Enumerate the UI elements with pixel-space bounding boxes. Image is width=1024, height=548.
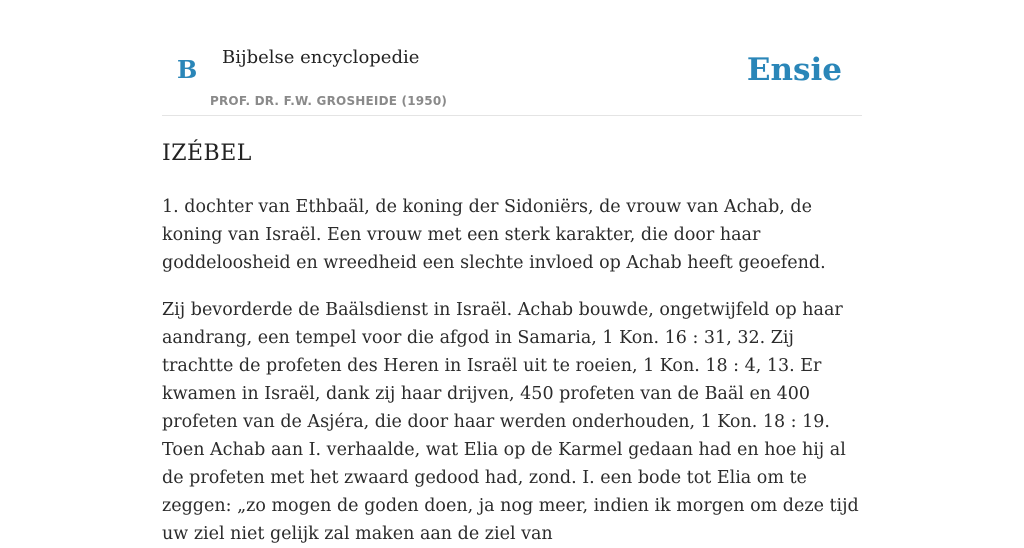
site-header [162,0,862,116]
book-logo[interactable]: B [177,55,198,84]
article [162,138,862,548]
article-paragraph: 1. dochter van Ethbaäl, de koning der Sidoniërs, de vrouw van Achab, de koning van Israël. Een vrouw met een sterk karakter, die door haar goddeloosheid en wreedheid een slechte invloed op Achab heeft geoefend. [162,197,826,273]
book-author: PROF. DR. F.W. GROSHEIDE (1950) [210,94,448,108]
article-paragraph: Zij bevorderde de Baälsdienst in Israël. Achab bouwde, ongetwijfeld op haar aandrang, een tempel voor die afgod in Samaria, 1 Kon. 16 : 31, 32. Zij trachtte de profeten des Heren in Israël uit te roeien, 1 Kon. 18 : 4, 13. Er kwamen in Israël, dank zij haar drijven, 450 profeten van de Baäl en 400 profeten van de Asjéra, die door haar werden onderhouden, 1 Kon. 18 : 19. Toen Achab aan I. verhaalde, wat Elia op de Karmel gedaan had en hoe hij al de profeten met het zwaard gedood had, zond. I. een bode tot Elia om te zeggen: „zo mogen de goden doen, ja nog meer, indien ik morgen om deze tijd uw ziel niet gelijk zal maken aan de ziel van [162,300,859,544]
article-headword: IZÉBEL [162,141,252,166]
ensie-logo-link[interactable]: Ensie [746,52,842,88]
book-title-link[interactable]: Bijbelse encyclopedie [222,47,420,68]
